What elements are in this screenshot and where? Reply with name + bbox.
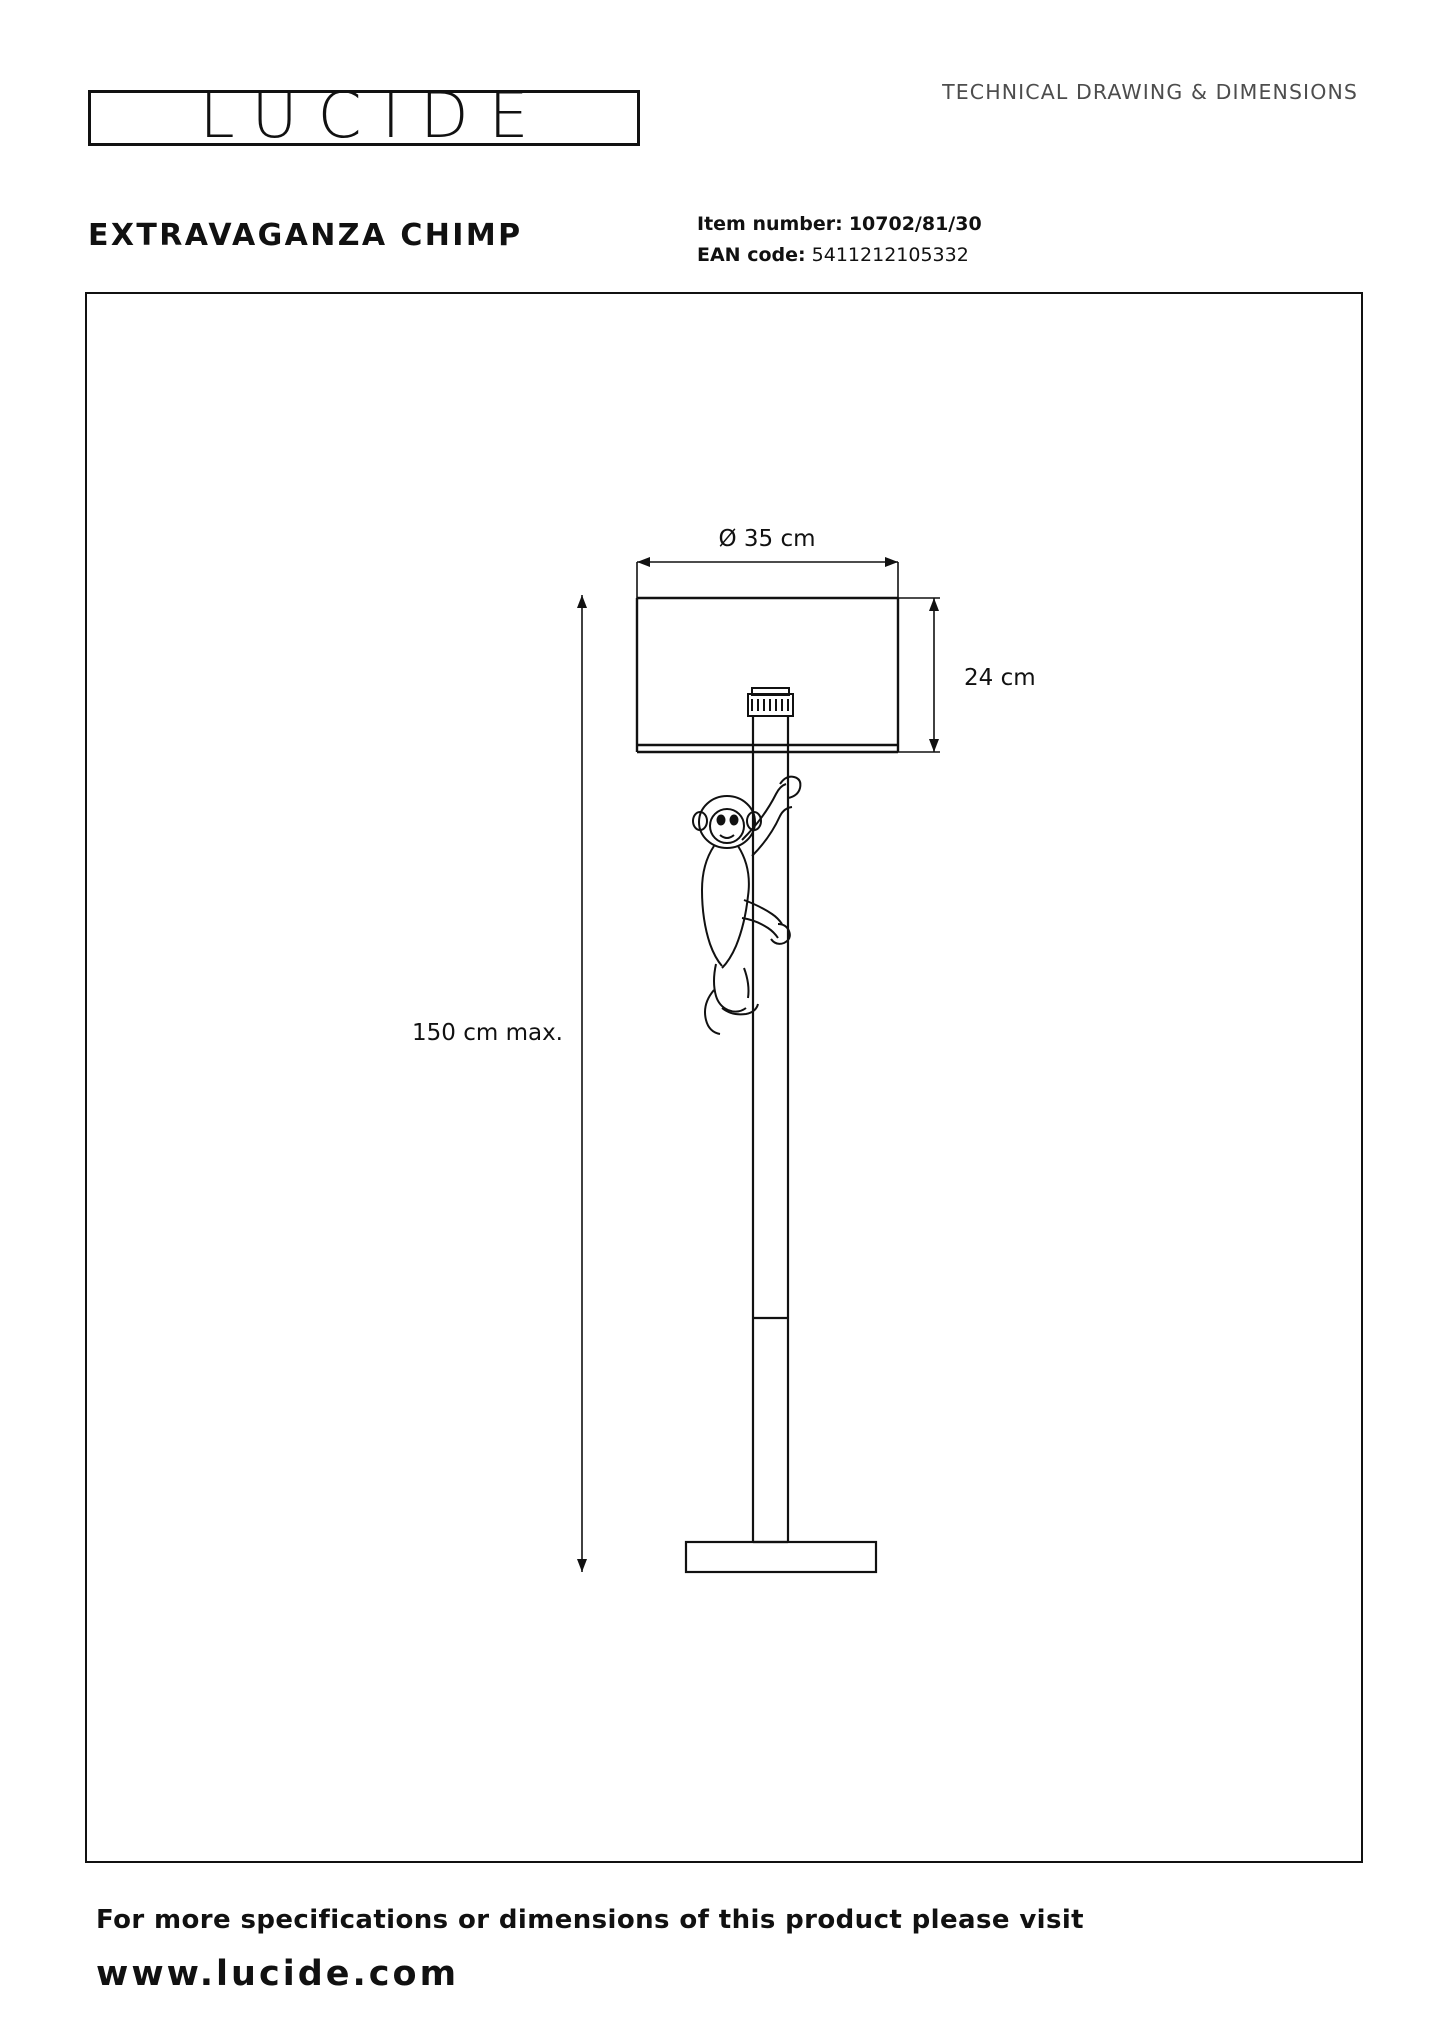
- footer-website[interactable]: www.lucide.com: [96, 1954, 460, 1994]
- dimension-shade-height: [898, 598, 940, 752]
- ean-label: EAN code: [697, 244, 799, 266]
- lamp-socket: [748, 688, 793, 716]
- item-number-label: Item number:: [697, 213, 843, 235]
- lamp-shade: [637, 598, 898, 752]
- dimension-total-height-label: 150 cm max.: [412, 1020, 563, 1046]
- lamp-pole: [753, 716, 788, 1542]
- lamp-base: [686, 1542, 876, 1572]
- dimension-width-label: Ø 35 cm: [718, 526, 816, 552]
- chimp-figure: [693, 777, 800, 1034]
- footer-text: For more specifications or dimensions of this product please visit: [96, 1905, 1085, 1935]
- item-number-value: 10702/81/30: [848, 213, 982, 235]
- ean-separator: :: [798, 244, 806, 266]
- header-subtitle: TECHNICAL DRAWING & DIMENSIONS: [942, 80, 1358, 104]
- dimension-total-height: [577, 595, 587, 1572]
- page-title: EXTRAVAGANZA CHIMP: [88, 218, 523, 253]
- logo-text: LUCIDE: [199, 79, 549, 152]
- ean-value: 5411212105332: [811, 244, 969, 266]
- dimension-shade-height-label: 24 cm: [964, 665, 1036, 691]
- dimension-width: [637, 557, 898, 598]
